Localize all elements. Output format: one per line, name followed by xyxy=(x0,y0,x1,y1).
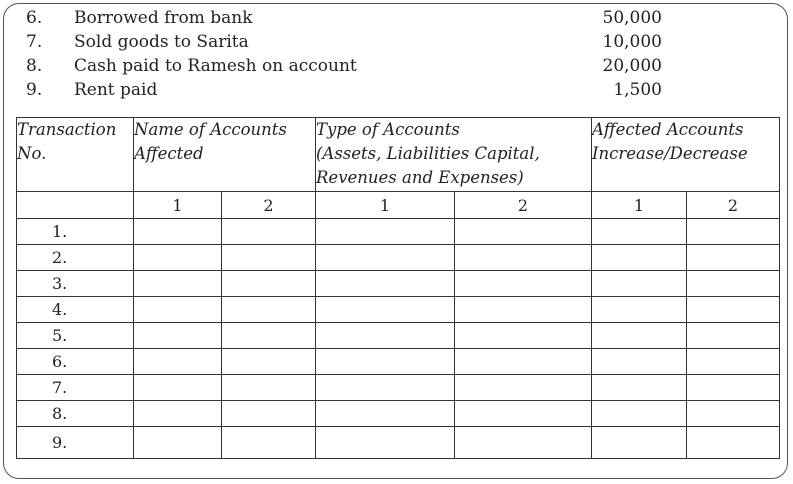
transaction-description: Sold goods to Sarita xyxy=(74,32,249,52)
subheader-cell: 1 xyxy=(316,192,455,219)
table-row xyxy=(17,323,780,349)
row-number: 3. xyxy=(17,271,134,297)
blank-cell[interactable] xyxy=(455,349,592,375)
blank-cell[interactable] xyxy=(455,375,592,401)
blank-cell[interactable] xyxy=(316,219,455,245)
blank-cell[interactable] xyxy=(455,401,592,427)
table-row xyxy=(17,401,780,427)
row-number: 5. xyxy=(17,323,134,349)
blank-cell[interactable] xyxy=(134,271,222,297)
table-row xyxy=(17,375,780,401)
transaction-amount: 1,500 xyxy=(613,80,662,100)
header-affected-accounts: Affected Accounts Increase/Decrease xyxy=(592,118,780,192)
blank-cell[interactable] xyxy=(222,297,316,323)
row-number: 6. xyxy=(17,349,134,375)
blank-cell[interactable] xyxy=(134,427,222,459)
blank-cell[interactable] xyxy=(592,375,687,401)
blank-cell[interactable] xyxy=(455,323,592,349)
blank-cell[interactable] xyxy=(222,219,316,245)
blank-cell[interactable] xyxy=(592,349,687,375)
row-number: 8. xyxy=(17,401,134,427)
subheader-cell: 2 xyxy=(687,192,780,219)
subheader-cell: 1 xyxy=(592,192,687,219)
subheader-cell: 2 xyxy=(455,192,592,219)
blank-cell[interactable] xyxy=(592,271,687,297)
blank-cell[interactable] xyxy=(592,401,687,427)
blank-cell[interactable] xyxy=(592,219,687,245)
row-number: 4. xyxy=(17,297,134,323)
transaction-amount: 10,000 xyxy=(602,32,662,52)
blank-cell[interactable] xyxy=(134,349,222,375)
subheader-cell xyxy=(17,192,134,219)
blank-cell[interactable] xyxy=(687,219,780,245)
table-row xyxy=(17,297,780,323)
header-name-of-accounts: Name of Accounts Affected xyxy=(134,118,316,192)
transaction-number: 9. xyxy=(26,80,43,100)
blank-cell[interactable] xyxy=(316,375,455,401)
blank-cell[interactable] xyxy=(316,271,455,297)
blank-cell[interactable] xyxy=(222,427,316,459)
table-row xyxy=(17,245,780,271)
blank-cell[interactable] xyxy=(134,245,222,271)
blank-cell[interactable] xyxy=(222,271,316,297)
transaction-item xyxy=(0,32,793,56)
transaction-item xyxy=(0,80,793,104)
blank-cell[interactable] xyxy=(316,349,455,375)
transaction-item xyxy=(0,56,793,80)
header-transaction-no: Transaction No. xyxy=(17,118,134,192)
blank-cell[interactable] xyxy=(687,271,780,297)
blank-cell[interactable] xyxy=(687,375,780,401)
table-header-row xyxy=(17,118,780,192)
transaction-list xyxy=(0,0,793,110)
transaction-number: 7. xyxy=(26,32,43,52)
table-row xyxy=(17,349,780,375)
blank-cell[interactable] xyxy=(592,323,687,349)
blank-cell[interactable] xyxy=(687,323,780,349)
blank-cell[interactable] xyxy=(455,245,592,271)
transaction-amount: 50,000 xyxy=(602,8,662,28)
blank-cell[interactable] xyxy=(592,245,687,271)
blank-cell[interactable] xyxy=(316,245,455,271)
transaction-description: Cash paid to Ramesh on account xyxy=(74,56,357,76)
transaction-description: Rent paid xyxy=(74,80,158,100)
blank-cell[interactable] xyxy=(222,401,316,427)
blank-cell[interactable] xyxy=(222,323,316,349)
blank-cell[interactable] xyxy=(134,297,222,323)
blank-cell[interactable] xyxy=(222,245,316,271)
table-subheader-row xyxy=(17,192,780,219)
subheader-cell: 2 xyxy=(222,192,316,219)
transaction-number: 8. xyxy=(26,56,43,76)
blank-cell[interactable] xyxy=(592,297,687,323)
transaction-item xyxy=(0,8,793,32)
blank-cell[interactable] xyxy=(687,245,780,271)
transaction-description: Borrowed from bank xyxy=(74,8,253,28)
blank-cell[interactable] xyxy=(687,349,780,375)
blank-cell[interactable] xyxy=(316,297,455,323)
blank-cell[interactable] xyxy=(222,375,316,401)
transaction-amount: 20,000 xyxy=(602,56,662,76)
blank-cell[interactable] xyxy=(687,427,780,459)
blank-cell[interactable] xyxy=(687,297,780,323)
blank-cell[interactable] xyxy=(316,401,455,427)
row-number: 1. xyxy=(17,219,134,245)
blank-cell[interactable] xyxy=(134,219,222,245)
blank-cell[interactable] xyxy=(134,323,222,349)
blank-cell[interactable] xyxy=(592,427,687,459)
row-number: 9. xyxy=(17,427,134,459)
blank-cell[interactable] xyxy=(687,401,780,427)
table-row xyxy=(17,271,780,297)
blank-cell[interactable] xyxy=(316,323,455,349)
blank-cell[interactable] xyxy=(455,219,592,245)
header-type-of-accounts: Type of Accounts (Assets, Liabilities Capital, Revenues and Expenses) xyxy=(316,118,592,192)
subheader-cell: 1 xyxy=(134,192,222,219)
table-row xyxy=(17,219,780,245)
row-number: 2. xyxy=(17,245,134,271)
blank-cell[interactable] xyxy=(455,297,592,323)
blank-cell[interactable] xyxy=(134,375,222,401)
table-row xyxy=(17,427,780,459)
blank-cell[interactable] xyxy=(222,349,316,375)
accounts-analysis-table xyxy=(16,117,780,459)
transaction-number: 6. xyxy=(26,8,43,28)
row-number: 7. xyxy=(17,375,134,401)
blank-cell[interactable] xyxy=(455,271,592,297)
blank-cell[interactable] xyxy=(316,427,455,459)
blank-cell[interactable] xyxy=(134,401,222,427)
blank-cell[interactable] xyxy=(455,427,592,459)
